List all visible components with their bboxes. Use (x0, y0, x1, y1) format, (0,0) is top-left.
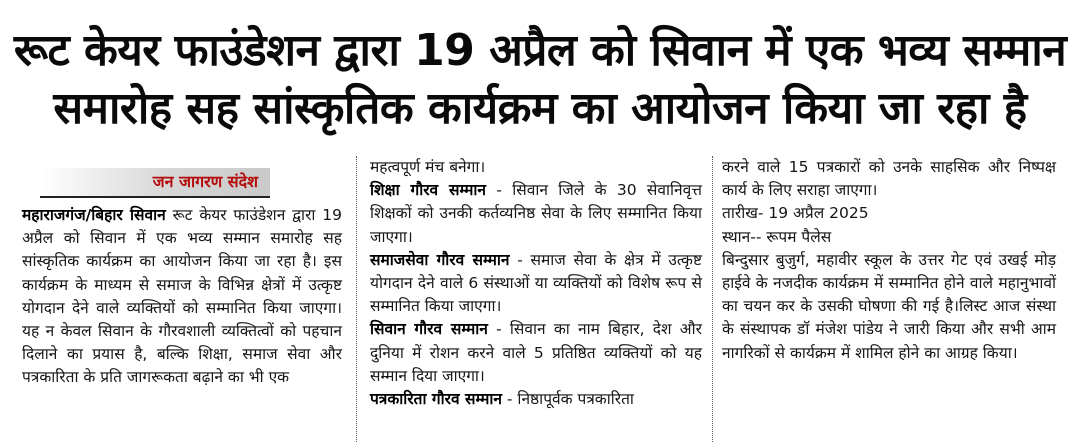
event-venue: स्थान-- रूपम पैलेस (722, 227, 832, 246)
award-item (370, 388, 702, 411)
article-column-3 (722, 156, 1056, 365)
award-text: - सिवान का नाम बिहार, देश और दुनिया में रोशन करने वाले 5 प्रतिष्ठित व्यक्तियों को यह सम्मान दिया जाएगा। (370, 320, 702, 385)
award-item (370, 179, 702, 249)
headline (0, 22, 1080, 138)
event-date: तारीख- 19 अप्रैल 2025 (722, 204, 869, 223)
kicker-label: जन जागरण संदेश (152, 172, 258, 191)
article-body-3: बिन्दुसार बुजुर्ग, महावीर स्कूल के उत्तर गेट एवं उखई मोड़ हाईवे के नजदीक कार्यक्रम में सम्मानित होने वाले महानुभावों का चयन कर के उसकी घोषणा की गई है।लिस्ट आज संस्था के संस्थापक डॉ मंजेश पांडेय ने जारी किया और सभी आम नागरिकों से कार्यक्रम में शामिल होने का आग्रह किया। (722, 250, 1056, 362)
article-column-2 (370, 156, 702, 411)
award-text: - समाज सेवा के क्षेत्र में उत्कृष्ट योगदान देने वाले 6 संस्थाओं या व्यक्तियों को विशेष रूप से सम्मानित किया जाएगा। (370, 250, 702, 316)
award-title: सिवान गौरव सम्मान (370, 320, 488, 339)
continuation-text-3: करने वाले 15 पत्रकारों को उनके साहसिक और निष्पक्ष कार्य के लिए सराहा जाएगा। (722, 158, 1056, 200)
column-divider-1 (356, 156, 357, 442)
article-body-1: रूट केयर फाउंडेशन द्वारा 19 अप्रैल को सिवान में एक भव्य सम्मान समारोह सह सांस्कृतिक कार्यक्रम का आयोजन किया जा रहा है। इस कार्यक्रम के माध्यम से समाज के विभिन्न क्षेत्रों में उत्कृष्ट योगदान देने वाले व्यक्तियों को सम्मानित किया जाएगा। यह न केवल सिवान के गौरवशाली व्यक्तित्वों को पहचान दिलाने का प्रयास है, बल्कि शिक्षा, समाज सेवा और पत्रकारिता के प्रति जागरूकता बढ़ाने का भी एक (22, 206, 342, 387)
continuation-text-2: महत्वपूर्ण मंच बनेगा। (370, 158, 486, 176)
article-paragraph-1 (22, 204, 342, 390)
award-title: शिक्षा गौरव सम्मान (370, 181, 486, 200)
award-title: पत्रकारिता गौरव सम्मान (370, 390, 502, 409)
award-title: समाजसेवा गौरव सम्मान (370, 250, 510, 269)
headline-line-2: समारोह सह सांस्कृतिक कार्यक्रम का आयोजन किया जा रहा है (53, 83, 1027, 134)
award-item (370, 318, 702, 388)
column-divider-2 (712, 156, 713, 442)
award-text: - सिवान जिले के 30 सेवानिवृत्त शिक्षकों को उनकी कर्तव्यनिष्ठ सेवा के लिए सम्मानित किया जाएगा। (370, 181, 702, 246)
award-text: - निष्ठापूर्वक पत्रकारिता (501, 390, 634, 409)
dateline: महाराजगंज/बिहार सिवान (22, 206, 166, 224)
headline-line-1: रूट केयर फाउंडेशन द्वारा 19 अप्रैल को सिवान में एक भव्य सम्मान (13, 25, 1067, 76)
award-item (370, 249, 702, 319)
article-column-1 (22, 160, 342, 390)
